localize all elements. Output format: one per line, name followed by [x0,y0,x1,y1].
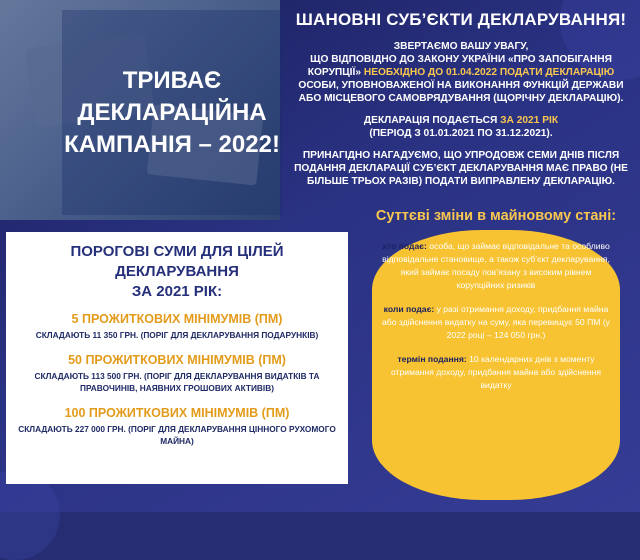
threshold-pm: 50 ПРОЖИТКОВИХ МІНІМУМІВ (ПМ) [68,353,286,367]
threshold-sum: СКЛАДАЮТЬ 227 000 ГРН. (ПОРІГ ДЛЯ ДЕКЛАРУВАННЯ ЦІННОГО РУХОМОГО МАЙНА) [18,424,336,446]
notice-block [288,10,634,197]
campaign-banner [62,10,282,215]
notice-paragraph-3: ПРИНАГІДНО НАГАДУЄМО, ЩО УПРОДОВЖ СЕМИ ДНІВ ПІСЛЯ ПОДАННЯ ДЕКЛАРАЦІЇ СУБ’ЄКТ ДЕКЛАРУВАННЯ МАЄ ПРАВО (НЕ БІЛЬШЕ ТРЬОХ РАЗІВ) ПОДАТИ ВИПРАВЛЕНУ ДЕКЛАРАЦІЮ. [294,150,628,187]
threshold-item [14,406,340,447]
changes-when-label: коли подає: [383,304,435,314]
banner-line: ТРИВАЄ [122,66,222,94]
notice-text: ЩО ВІДПОВІДНО ДО ЗАКОНУ УКРАЇНИ «ПРО ЗАПОБІГАННЯ КОРУПЦІЇ» [307,54,612,78]
notice-text: ОСОБИ, УПОВНОВАЖЕНОЇ НА ВИКОНАННЯ ФУНКЦІЙ ДЕРЖАВИ АБО МІСЦЕВОГО САМОВРЯДУВАННЯ (ЩОРІЧНУ ДЕКЛАРАЦІЮ). [298,80,624,104]
changes-when-text: у разі отримання доходу, придбання майна або здійснення видатку на суму, яка перевищує 50 ПМ (у 2022 році – 124 050 грн.) [382,304,610,340]
threshold-sum: СКЛАДАЮТЬ 11 350 ГРН. (ПОРІГ ДЛЯ ДЕКЛАРУВАННЯ ПОДАРУНКІВ) [35,330,319,340]
changes-who [382,240,610,292]
changes-oval [372,230,620,500]
banner-line: ДЕКЛАРАЦІЙНА [77,98,267,126]
thresholds-title-line: ПОРОГОВІ СУМИ ДЛЯ ЦІЛЕЙ ДЕКЛАРУВАННЯ [70,243,284,280]
threshold-sum: СКЛАДАЮТЬ 113 500 ГРН. (ПОРІГ ДЛЯ ДЕКЛАРУВАННЯ ВИДАТКІВ ТА ПРАВОЧИНІВ, НАЯВНИХ ГРОШОВИХ АКТИВІВ) [34,371,320,393]
notice-paragraph-2 [288,114,634,140]
notice-deadline: НЕОБХІДНО ДО 01.04.2022 ПОДАТИ ДЕКЛАРАЦІЮ [363,67,615,78]
notice-paragraph-1 [288,40,634,105]
changes-section [360,206,632,506]
changes-who-text: особа, що займає відповідальне та особливо відповідальне становище, а також суб’єкт декларування, який займає посаду пов’язану з високим рівнем корупційних ризиків [382,241,610,290]
notice-title: ШАНОВНІ СУБ’ЄКТИ ДЕКЛАРУВАННЯ! [295,10,627,29]
thresholds-title [14,242,340,302]
changes-who-label: хто подає: [382,241,427,251]
notice-text: ДЕКЛАРАЦІЯ ПОДАЄТЬСЯ [363,115,498,126]
notice-text: (ПЕРІОД З 01.01.2021 ПО 31.12.2021). [369,128,553,139]
banner-line: КАМПАНІЯ – 2022! [64,130,280,158]
changes-title: Суттєві зміни в майновому стані: [375,208,617,224]
thresholds-title-line: ЗА 2021 РІК: [131,283,223,300]
thresholds-card [6,232,348,484]
threshold-pm: 5 ПРОЖИТКОВИХ МІНІМУМІВ (ПМ) [71,312,283,326]
notice-text: ЗВЕРТАЄМО ВАШУ УВАГУ, [393,41,529,52]
threshold-pm: 100 ПРОЖИТКОВИХ МІНІМУМІВ (ПМ) [64,406,290,420]
threshold-item [14,312,340,341]
changes-term [382,353,610,392]
threshold-item [14,353,340,394]
changes-when [382,303,610,342]
changes-term-text: 10 календарних днів з моменту отримання доходу, придбання майна або здійснення видатку [390,354,602,390]
changes-term-label: термін подання: [397,354,467,364]
notice-year: ЗА 2021 РІК [500,115,559,126]
